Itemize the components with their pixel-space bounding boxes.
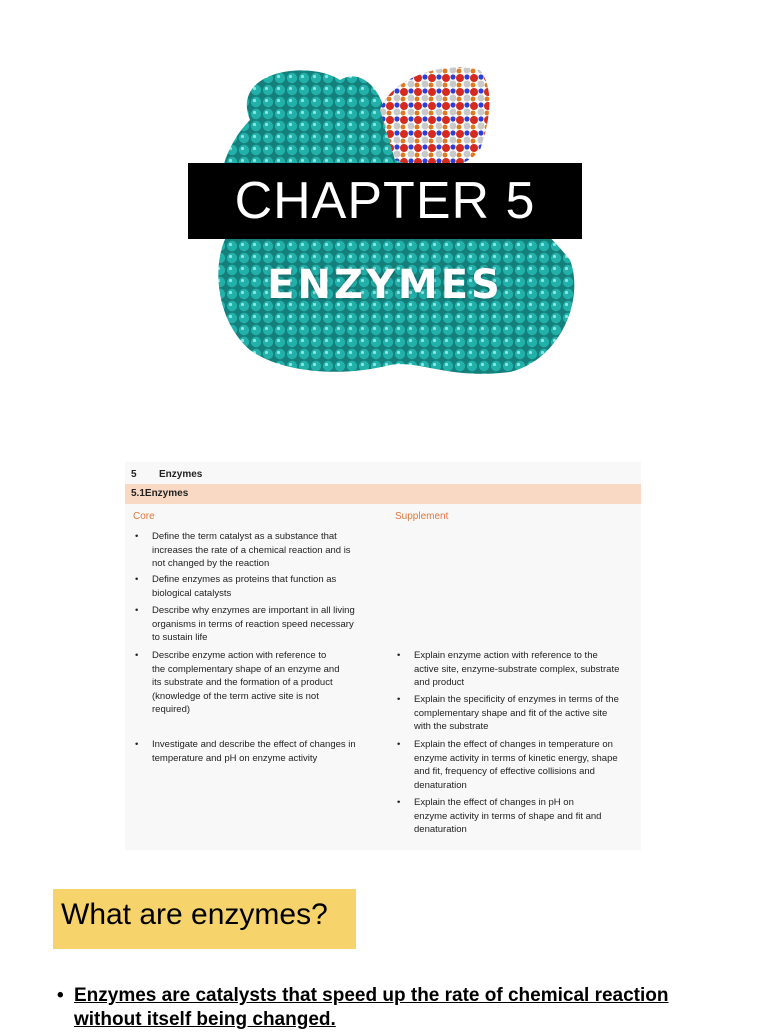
- core-column-heading: Core: [133, 511, 155, 522]
- core-item-line: the complementary shape of an enzyme and: [152, 663, 340, 675]
- core-item-line: increases the rate of a chemical reaction and is: [152, 544, 351, 556]
- supplement-item-line: active site, enzyme-substrate complex, substrate: [414, 663, 620, 675]
- core-item-line: biological catalysts: [152, 587, 232, 599]
- bullet-icon: •: [135, 605, 139, 616]
- syllabus-table: [125, 462, 641, 850]
- bullet-icon: •: [397, 797, 401, 808]
- syllabus-subsection-band: [125, 484, 641, 504]
- core-item-line: Investigate and describe the effect of changes in: [152, 739, 356, 750]
- section-number: 5: [131, 469, 137, 480]
- supplement-item-line: and product: [414, 677, 465, 688]
- core-item-line: organisms in terms of reaction speed necessary: [152, 618, 354, 630]
- chapter-subtitle: ENZYMES: [267, 262, 503, 308]
- supplement-item-line: complementary shape and fit of the active site: [414, 707, 608, 719]
- supplement-item-line: enzyme activity in terms of shape and fit and: [414, 810, 602, 822]
- core-item-line: its substrate and the formation of a product: [152, 677, 333, 688]
- syllabus-section-heading: [131, 468, 202, 482]
- bullet-icon: •: [135, 739, 139, 750]
- answer-text: Enzymes are catalysts that speed up the rate of chemical reaction without itself being changed.: [74, 985, 669, 1030]
- supplement-item-line: Explain enzyme action with reference to the: [414, 650, 598, 661]
- bullet-icon: •: [135, 531, 139, 542]
- question-heading: What are enzymes?: [61, 898, 328, 931]
- bullet-icon: •: [135, 574, 139, 585]
- core-item-line: Describe enzyme action with reference to: [152, 650, 327, 661]
- bullet-icon: •: [397, 650, 401, 661]
- supplement-item-line: enzyme activity in terms of kinetic energy, shape: [414, 752, 618, 764]
- supplement-item-line: denaturation: [414, 824, 467, 835]
- subsection-number: 5.1: [131, 488, 145, 499]
- supplement-column-heading: Supplement: [395, 511, 449, 522]
- supplement-item-line: Explain the specificity of enzymes in terms of the: [414, 694, 619, 705]
- supplement-item-line: with the substrate: [414, 721, 489, 732]
- supplement-item-line: and fit, frequency of effective collisions and: [414, 766, 595, 777]
- core-item-line: temperature and pH on enzyme activity: [152, 752, 318, 764]
- chapter-title-box: [188, 163, 582, 239]
- section-title: Enzymes: [159, 469, 203, 480]
- bullet-icon: •: [57, 985, 64, 1006]
- core-item-line: to sustain life: [152, 632, 208, 643]
- supplement-item-line: Explain the effect of changes in pH on: [414, 797, 574, 808]
- bullet-icon: •: [397, 739, 401, 750]
- core-item-line: not changed by the reaction: [152, 558, 270, 569]
- core-item-line: (knowledge of the term active site is not: [152, 690, 319, 702]
- bullet-icon: •: [135, 650, 139, 661]
- subsection-title: Enzymes: [144, 488, 189, 499]
- core-item-line: required): [152, 704, 191, 715]
- supplement-item-line: Explain the effect of changes in temperature on: [414, 739, 613, 750]
- core-item-line: Define enzymes as proteins that function as: [152, 574, 337, 585]
- chapter-title: CHAPTER 5: [234, 172, 536, 230]
- supplement-item-line: denaturation: [414, 779, 467, 791]
- core-item-line: Define the term catalyst as a substance that: [152, 531, 337, 542]
- core-item-line: Describe why enzymes are important in all living: [152, 605, 355, 616]
- bullet-icon: •: [397, 694, 401, 705]
